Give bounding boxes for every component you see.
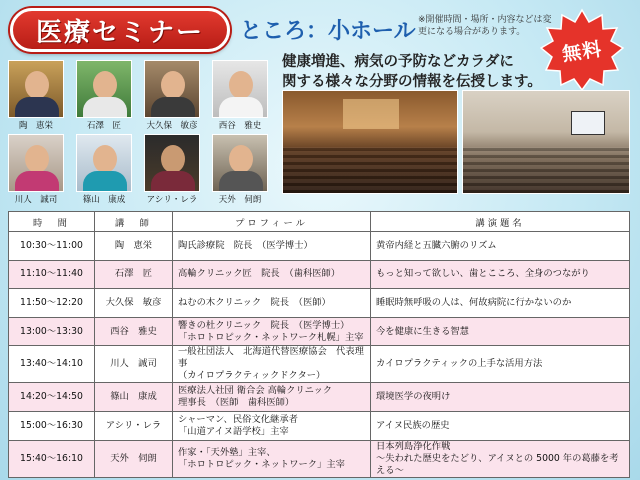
title-line-2: ～失われた歴史をたどり、アイヌとの 5000 年の葛藤を考える～ — [376, 452, 619, 476]
row-title — [371, 317, 630, 346]
row-profile — [173, 260, 371, 289]
title-line-1: 黄帝内経と五臓六腑のリズム — [376, 239, 497, 251]
profile-line-1: 作家・「天外塾」主宰、 — [178, 446, 276, 458]
header-profile: プロフィール — [173, 212, 371, 232]
speaker-card — [210, 60, 270, 131]
seminar-title: 医療セミナー — [10, 8, 230, 52]
free-badge: 無料 — [560, 37, 604, 66]
schedule-table — [8, 211, 630, 478]
speaker-name: 天外 伺朗 — [218, 195, 262, 205]
speaker-card — [74, 134, 134, 205]
title-line-1: 睡眠時無呼吸の人は、何故病院に行かないのか — [376, 296, 572, 308]
profile-line-2: 「山道アイヌ語学校」主宰 — [178, 425, 289, 437]
title-line-1: もっと知って欲しい、歯とこころ、全身のつながり — [376, 268, 590, 280]
row-title — [371, 440, 630, 477]
title-line-1: アイヌ民族の歴史 — [376, 419, 450, 431]
table-row — [9, 411, 630, 440]
profile-line-1: 一般社団法人 北海道代替医療協会 代表理事 — [178, 346, 364, 370]
speaker-card — [210, 134, 270, 205]
row-profile — [173, 289, 371, 318]
speaker-gallery — [6, 60, 278, 210]
lead-line-1: 健康増進、病気の予防などカラダに — [282, 54, 514, 70]
row-profile — [173, 346, 371, 383]
lead-text — [282, 52, 542, 92]
header-title: 講演題名 — [371, 212, 630, 232]
row-speaker: 大久保 敏彦 — [95, 289, 173, 318]
title-line-1: 今を健康に生きる智慧 — [376, 325, 469, 337]
title-line-1: 日本列島浄化作戦 — [376, 440, 451, 452]
profile-line-1: 響きの杜クリニック 院長 （医学博士） — [178, 319, 350, 331]
speaker-name: 石澤 匠 — [86, 121, 121, 131]
row-profile — [173, 383, 371, 412]
row-time: 15:00～16:30 — [9, 411, 95, 440]
change-notice: ※開催時間・場所・内容などは変更になる場合があります。 — [418, 15, 552, 37]
speaker-photo — [212, 134, 268, 192]
speaker-name: 陶 恵栄 — [18, 121, 53, 131]
speaker-photo — [212, 60, 268, 118]
title-line-1: カイロプラクティックの上手な活用方法 — [376, 358, 543, 370]
row-title — [371, 383, 630, 412]
row-time: 14:20～14:50 — [9, 383, 95, 412]
row-profile — [173, 411, 371, 440]
profile-line-1: 高輪クリニック匠 院長 （歯科医師） — [178, 268, 341, 280]
speaker-photo — [144, 60, 200, 118]
speaker-photo — [144, 134, 200, 192]
row-speaker: 陶 恵栄 — [95, 232, 173, 261]
row-speaker: 篠山 康成 — [95, 383, 173, 412]
header-time: 時 間 — [9, 212, 95, 232]
speaker-name: 西谷 雅史 — [218, 121, 262, 131]
speaker-name: 篠山 康成 — [82, 195, 126, 205]
venue-label — [240, 14, 416, 46]
title-line-1: 環境医学の夜明け — [376, 391, 451, 403]
row-speaker: 石澤 匠 — [95, 260, 173, 289]
speaker-card — [142, 60, 202, 131]
row-profile — [173, 317, 371, 346]
row-speaker: アシリ・レラ — [95, 411, 173, 440]
row-time: 11:50～12:20 — [9, 289, 95, 318]
venue-name: 小ホール — [328, 19, 416, 44]
lead-line-2: 関する様々な分野の情報を伝授します。 — [282, 74, 542, 90]
row-title — [371, 260, 630, 289]
row-title — [371, 346, 630, 383]
row-title — [371, 289, 630, 318]
table-row — [9, 317, 630, 346]
speaker-name: 大久保 敏彦 — [146, 121, 198, 131]
row-time: 10:30～11:00 — [9, 232, 95, 261]
row-speaker: 西谷 雅史 — [95, 317, 173, 346]
table-row — [9, 232, 630, 261]
table-row — [9, 260, 630, 289]
row-title — [371, 411, 630, 440]
row-time: 11:10～11:40 — [9, 260, 95, 289]
profile-line-1: シャーマン、民俗文化継承者 — [178, 413, 298, 425]
speaker-photo — [76, 60, 132, 118]
table-row — [9, 346, 630, 383]
table-row — [9, 383, 630, 412]
speaker-name: アシリ・レラ — [146, 195, 198, 205]
header-speaker: 講 師 — [95, 212, 173, 232]
speaker-photo — [8, 134, 64, 192]
table-row — [9, 440, 630, 477]
profile-line-2: 「ホロトロピック・ネットワーク」主宰 — [178, 458, 345, 470]
row-profile — [173, 232, 371, 261]
speaker-card — [142, 134, 202, 205]
speaker-photo — [8, 60, 64, 118]
profile-line-1: 医療法人社団 衛合会 高輪クリニック — [178, 385, 333, 397]
table-header-row — [9, 212, 630, 232]
venue-label-prefix: ところ： — [240, 19, 329, 44]
speaker-photo — [76, 134, 132, 192]
row-title — [371, 232, 630, 261]
venue-photo-lecture — [462, 90, 630, 194]
profile-line-1: 陶氏診療院 院長 （医学博士） — [178, 239, 313, 251]
profile-line-2: （カイロプラクティックドクター） — [178, 370, 326, 382]
speaker-name: 川人 誠司 — [14, 195, 58, 205]
row-speaker: 川人 誠司 — [95, 346, 173, 383]
speaker-card — [6, 134, 66, 205]
speaker-card — [74, 60, 134, 131]
profile-line-1: ねむの木クリニック 院長 （医師） — [178, 296, 331, 308]
table-row — [9, 289, 630, 318]
row-profile — [173, 440, 371, 477]
row-time: 13:40～14:10 — [9, 346, 95, 383]
row-time: 13:00～13:30 — [9, 317, 95, 346]
row-time: 15:40～16:10 — [9, 440, 95, 477]
profile-line-2: 「ホロトロピック・ネットワーク札幌」主宰 — [178, 331, 364, 343]
speaker-card — [6, 60, 66, 131]
profile-line-2: 理事長 （医師 歯科医師） — [178, 397, 295, 409]
venue-photo-hall — [282, 90, 458, 194]
row-speaker: 天外 伺朗 — [95, 440, 173, 477]
